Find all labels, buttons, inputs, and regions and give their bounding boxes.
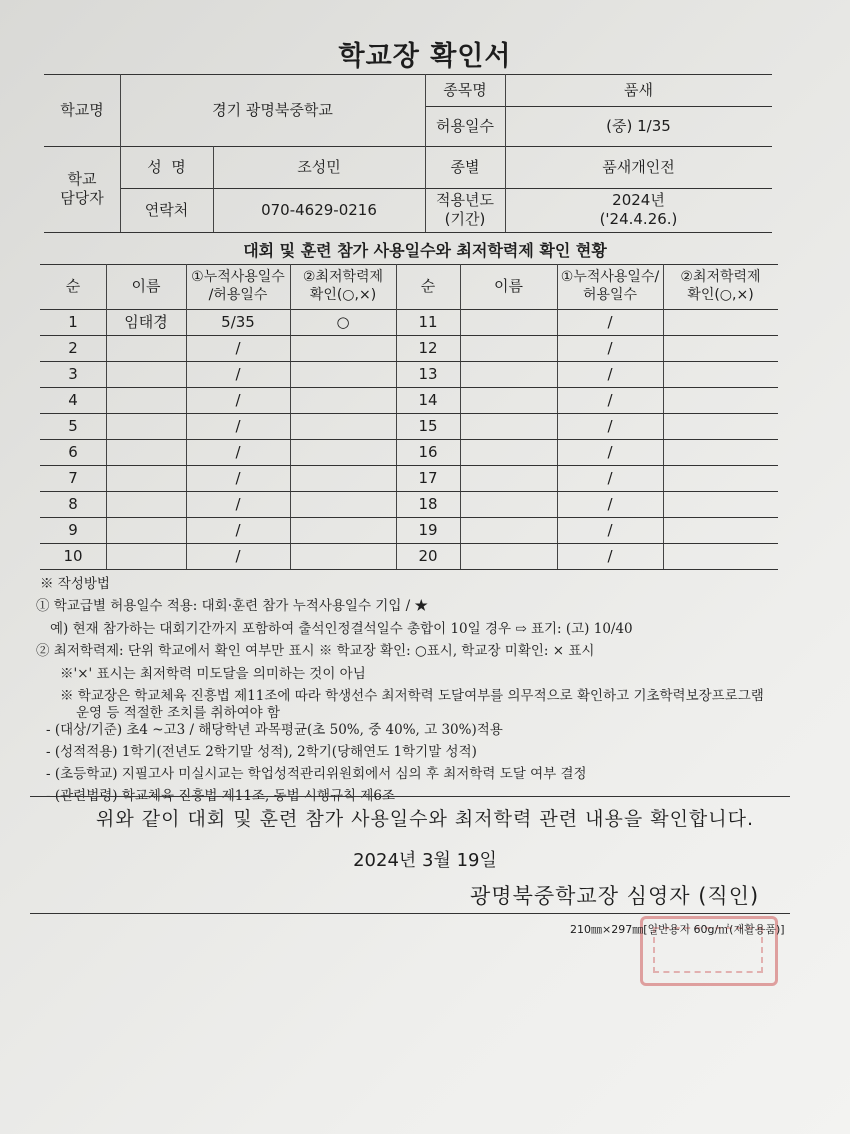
- row-name: [460, 413, 557, 439]
- row-check: [290, 517, 396, 543]
- row-no: 6: [68, 442, 78, 461]
- row-days: /: [607, 494, 613, 513]
- row-days: /: [607, 520, 613, 539]
- note-line: 예) 현재 참가하는 대회기간까지 포함하여 출석인정결석일수 총합이 10일 경우 ⇨ 표기: (고) 10/40: [50, 621, 633, 637]
- row-days: /: [607, 546, 613, 565]
- event-label: 종목명: [443, 80, 487, 99]
- row-check: [290, 361, 396, 387]
- row-days: /: [607, 390, 613, 409]
- row-name: [106, 387, 186, 413]
- row-days: /: [235, 390, 241, 409]
- document-title: 학교장 확인서: [338, 41, 512, 72]
- allowed-days-label: 허용일수: [436, 116, 494, 135]
- row-name: 임태경: [124, 312, 168, 331]
- col-no: 순: [65, 277, 81, 296]
- note-line: - (관련법령) 학교체육 진흥법 제11조, 동법 시행규칙 제6조: [46, 788, 396, 804]
- row-name: [106, 517, 186, 543]
- year-label: 적용년도 (기간): [436, 191, 494, 228]
- note-line: ※'×' 표시는 최저학력 미도달을 의미하는 것이 아님: [60, 666, 366, 682]
- row-days: /: [235, 442, 241, 461]
- row-check: [290, 465, 396, 491]
- row-days: /: [607, 364, 613, 383]
- row-name: [106, 465, 186, 491]
- row-name: [106, 335, 186, 361]
- row-check: [663, 465, 778, 491]
- row-no: 13: [418, 364, 438, 383]
- row-no: 14: [418, 390, 438, 409]
- col-check: ②최저학력제 확인(○,×): [302, 269, 384, 303]
- row-days: 5/35: [221, 312, 255, 331]
- row-no: 11: [418, 312, 438, 331]
- note-line: 운영 등 적절한 조치를 취하여야 함: [76, 705, 281, 721]
- note-line: - (대상/기준) 초4 ~고3 / 해당학년 과목평균(초 50%, 중 40%, 고 30%)적용: [46, 722, 503, 738]
- row-divider: [40, 569, 778, 570]
- row-check: [663, 491, 778, 517]
- row-no: 20: [418, 546, 438, 565]
- row-check: [290, 491, 396, 517]
- row-no: 9: [68, 520, 78, 539]
- row-days: /: [235, 416, 241, 435]
- contact-label: 연락처: [144, 200, 189, 219]
- row-check: [290, 439, 396, 465]
- row-name: [460, 517, 557, 543]
- allowed-days-value: (중) 1/35: [606, 116, 671, 135]
- row-no: 16: [418, 442, 438, 461]
- note-line: ② 최저학력제: 단위 학교에서 확인 여부만 표시 ※ 학교장 확인: ○표시, 학교장 미확인: × 표시: [36, 643, 595, 659]
- manager-label: 학교 담당자: [60, 170, 104, 207]
- event-value: 품새: [624, 80, 653, 99]
- note-line: ※ 작성방법: [40, 576, 110, 592]
- note-line: - (성적적용) 1학기(전년도 2학기말 성적), 2학기(당해연도 1학기말 성적): [46, 744, 477, 760]
- row-no: 4: [68, 390, 78, 409]
- note-line: ※ 학교장은 학교체육 진흥법 제11조에 따라 학생선수 최저학력 도달여부를 의무적으로 확인하고 기초학력보장프로그램: [60, 688, 764, 704]
- name-label: 성 명: [147, 157, 186, 176]
- confirm-statement: 위와 같이 대회 및 훈련 참가 사용일수와 최저학력 관련 내용을 확인합니다.: [95, 808, 755, 830]
- section-heading: 대회 및 훈련 참가 사용일수와 최저학력제 확인 현황: [243, 241, 607, 260]
- school-label: 학교명: [60, 100, 104, 119]
- row-name: [106, 543, 186, 569]
- row-name: [460, 309, 557, 335]
- row-no: 1: [68, 312, 78, 331]
- row-no: 7: [68, 468, 78, 487]
- row-no: 19: [418, 520, 438, 539]
- name-value: 조성민: [297, 157, 341, 176]
- row-check: ○: [336, 312, 350, 331]
- note-line: - (초등학교) 지필고사 미실시교는 학업성적관리위원회에서 심의 후 최저학력 도달 여부 결정: [46, 766, 587, 782]
- col-name: 이름: [131, 277, 161, 296]
- row-days: /: [607, 416, 613, 435]
- row-check: [290, 335, 396, 361]
- row-no: 3: [68, 364, 78, 383]
- row-name: [106, 439, 186, 465]
- col-check-right: ②최저학력제 확인(○,×): [680, 269, 761, 303]
- note-line: ① 학교급별 허용일수 적용: 대회·훈련 참가 누적사용일수 기입 / ★: [36, 598, 428, 614]
- row-days: /: [607, 442, 613, 461]
- row-no: 5: [68, 416, 78, 435]
- row-days: /: [607, 468, 613, 487]
- row-check: [290, 387, 396, 413]
- paper-spec: 210㎜×297㎜[일반용지 60g/㎡(재활용품)]: [570, 923, 785, 936]
- issue-date: 2024년 3월 19일: [353, 850, 497, 871]
- school-value: 경기 광명북중학교: [212, 100, 333, 119]
- category-value: 품새개인전: [602, 157, 675, 176]
- row-name: [460, 335, 557, 361]
- row-name: [460, 491, 557, 517]
- row-name: [460, 543, 557, 569]
- row-name: [460, 465, 557, 491]
- row-no: 18: [418, 494, 438, 513]
- row-name: [106, 361, 186, 387]
- row-name: [460, 387, 557, 413]
- row-check: [290, 543, 396, 569]
- row-check: [663, 439, 778, 465]
- col-name-right: 이름: [494, 277, 523, 296]
- row-no: 10: [63, 546, 83, 565]
- row-check: [663, 361, 778, 387]
- row-no: 2: [68, 338, 78, 357]
- row-check: [663, 517, 778, 543]
- row-no: 8: [68, 494, 78, 513]
- row-days: /: [607, 312, 613, 331]
- row-days: /: [607, 338, 613, 357]
- col-days-right: ①누적사용일수/ 허용일수: [560, 269, 660, 303]
- row-check: [663, 387, 778, 413]
- row-check: [663, 309, 778, 335]
- row-days: /: [235, 364, 241, 383]
- row-days: /: [235, 494, 241, 513]
- row-check: [663, 543, 778, 569]
- row-check: [290, 413, 396, 439]
- row-days: /: [235, 520, 241, 539]
- row-days: /: [235, 338, 241, 357]
- category-label: 종별: [450, 157, 480, 176]
- row-no: 12: [418, 338, 438, 357]
- year-value: 2024년 ('24.4.26.): [599, 191, 678, 228]
- col-days: ①누적사용일수 /허용일수: [191, 269, 285, 303]
- row-days: /: [235, 546, 241, 565]
- row-name: [460, 361, 557, 387]
- row-no: 17: [418, 468, 438, 487]
- row-check: [663, 413, 778, 439]
- row-name: [106, 491, 186, 517]
- contact-value: 070-4629-0216: [261, 200, 377, 219]
- row-name: [106, 413, 186, 439]
- row-no: 15: [418, 416, 438, 435]
- row-days: /: [235, 468, 241, 487]
- row-check: [663, 335, 778, 361]
- signer: 광명북중학교장 심영자 (직인): [470, 884, 760, 908]
- row-name: [460, 439, 557, 465]
- col-no-right: 순: [420, 277, 436, 296]
